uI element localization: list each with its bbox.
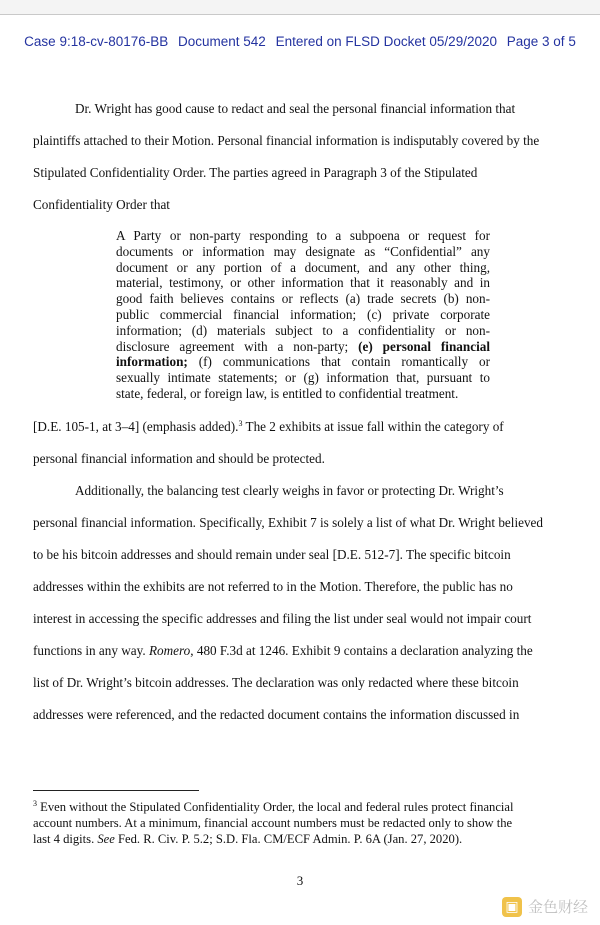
body-line: Confidentiality Order that: [33, 197, 170, 212]
footnote-divider: [33, 790, 199, 791]
body-line: interest in accessing the specific addresses and filing the list under seal would not impair court: [33, 611, 532, 626]
body-line: addresses within the exhibits are not referred to in the Motion. Therefore, the public has no: [33, 579, 513, 594]
body-line: Stipulated Confidentiality Order. The parties agreed in Paragraph 3 of the Stipulated: [33, 165, 478, 180]
body-line: Dr. Wright has good cause to redact and seal the personal financial information that: [75, 101, 516, 116]
docket-header: [0, 34, 600, 49]
quote-line: sexually intimate statements; or (g) information that, pursuant to: [116, 370, 490, 386]
body-line: addresses were referenced, and the redacted document contains the information discussed in: [33, 707, 520, 722]
body-text: functions in any way.: [33, 643, 149, 658]
quote-line: document or any portion of a document, and any other thing,: [116, 259, 490, 275]
jinse-logo-icon: ▣: [502, 897, 522, 917]
body-line: [33, 643, 533, 659]
document-number: Document 542: [178, 34, 266, 49]
body-line: to be his bitcoin addresses and should remain under seal [D.E. 512-7]. The specific bitcoin: [33, 547, 511, 562]
emphasis-text: information;: [116, 354, 188, 370]
quote-line: good faith believes contains or reflects (a) trade secrets (b) non-: [116, 291, 490, 307]
watermark: [502, 896, 588, 917]
footnote-line: [33, 800, 514, 815]
watermark-text: 金色财经: [527, 898, 588, 916]
docket-entry: Entered on FLSD Docket 05/29/2020: [275, 34, 497, 49]
quote-line: state, federal, or foreign law, is entitled to confidential treatment.: [116, 385, 459, 401]
body-text: , 480 F.3d at 1246. Exhibit 9 contains a declaration analyzing the: [190, 643, 533, 658]
footnote-text: Even without the Stipulated Confidentiality Order, the local and federal rules protect financial: [37, 800, 514, 814]
block-quote: [116, 228, 490, 402]
footnote-marker: 3: [33, 799, 37, 808]
body-line: personal financial information and should be protected.: [33, 451, 325, 466]
footnote-text: Fed. R. Civ. P. 5.2; S.D. Fla. CM/ECF Admin. P. 6A (Jan. 27, 2020).: [114, 832, 463, 846]
footnote-line: account numbers. At a minimum, financial account numbers must be redacted only to show the: [33, 816, 513, 830]
footnote-line: [33, 832, 462, 847]
quote-line: material, testimony, or other information that it reasonably and in: [116, 275, 490, 291]
quote-text: disclosure agreement with a non-party;: [116, 338, 349, 354]
case-citation: Romero: [148, 643, 191, 658]
case-number: Case 9:18-cv-80176-BB: [24, 34, 169, 49]
body-line: [33, 419, 504, 435]
emphasis-text: (e) personal financial: [358, 338, 491, 354]
footnote-text: last 4 digits.: [33, 832, 98, 846]
quote-line: [116, 354, 490, 370]
quote-line: [116, 339, 490, 355]
body-line: Additionally, the balancing test clearly weighs in favor or protecting Dr. Wright’s: [75, 483, 504, 498]
quote-line: information; (d) materials subject to a confidentiality or non-: [116, 322, 490, 338]
body-text: The 2 exhibits at issue fall within the category of: [242, 419, 504, 434]
quote-text: (f) communications that contain romantically or: [198, 354, 490, 370]
citation-text: [D.E. 105-1, at 3–4] (emphasis added).: [33, 419, 239, 434]
signal-word: See: [97, 832, 115, 846]
body-line: list of Dr. Wright’s bitcoin addresses. The declaration was only redacted where these bitcoin: [33, 675, 519, 690]
quote-line: A Party or non-party responding to a subpoena or request for: [116, 228, 490, 243]
viewer-top-bar: [0, 0, 600, 15]
quote-line: documents or information may designate as “Confidential” any: [116, 243, 490, 259]
quote-line: public commercial financial information; (c) private corporate: [116, 306, 490, 322]
page-number: 3: [296, 873, 304, 888]
body-line: plaintiffs attached to their Motion. Personal financial information is indisputably covered by the: [33, 133, 540, 148]
page-indicator: Page 3 of 5: [506, 34, 576, 49]
footnote-ref[interactable]: 3: [238, 419, 243, 428]
body-line: personal financial information. Specifically, Exhibit 7 is solely a list of what Dr. Wright believed: [33, 515, 543, 530]
